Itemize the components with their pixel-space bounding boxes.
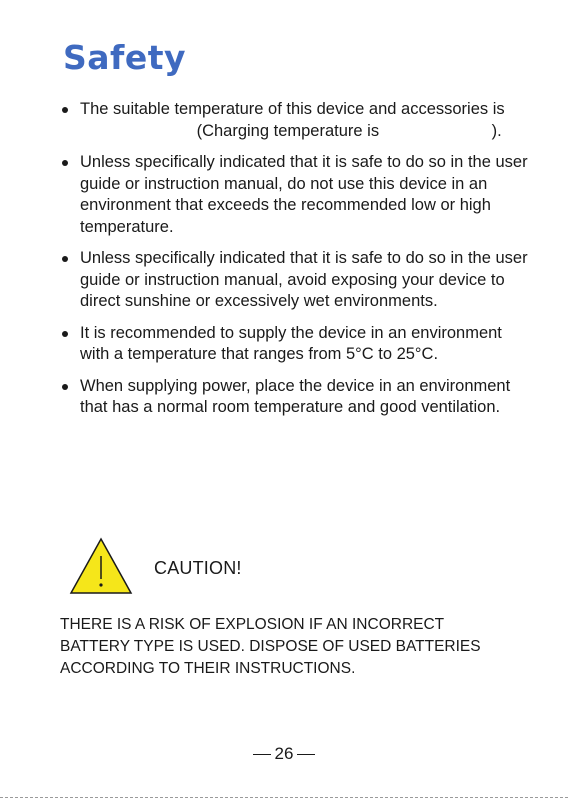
bullet-item-ventilation bbox=[58, 376, 528, 419]
bullet-text: Unless specifically indicated that it is safe to do so in the user guide or instruction manual, avoid exposing your device to direct sunshine or excessively wet environments. bbox=[80, 249, 528, 310]
footer-dash bbox=[253, 754, 271, 755]
bullet-text: It is recommended to supply the device in an environment with a temperature that ranges from 5°C to 25°C. bbox=[80, 323, 502, 363]
safety-bullet-list bbox=[58, 99, 528, 429]
bullet-text: When supplying power, place the device in an environment that has a normal room temperature and good ventilation. bbox=[80, 376, 511, 416]
caution-block bbox=[68, 536, 468, 596]
bullet-item-temperature bbox=[58, 99, 528, 142]
bullet-dot bbox=[62, 331, 68, 337]
bullet-item-supply-temperature bbox=[58, 323, 528, 366]
bullet-dot bbox=[62, 107, 68, 113]
bullet-dot bbox=[62, 160, 68, 166]
footer-dash bbox=[297, 754, 315, 755]
page-title: Safety bbox=[63, 38, 187, 77]
bullet-text-part: ). bbox=[491, 121, 502, 140]
bullet-dot bbox=[62, 256, 68, 262]
bottom-divider bbox=[0, 797, 568, 798]
caution-label: CAUTION! bbox=[154, 558, 242, 578]
bullet-text: Unless specifically indicated that it is safe to do so in the user guide or instruction manual, do not use this device in an environment that exceeds the recommended low or high temperature. bbox=[80, 153, 528, 236]
explosion-warning-text: THERE IS A RISK OF EXPLOSION IF AN INCORRECT BATTERY TYPE IS USED. DISPOSE OF USED BATTERIES ACCORDING TO THEIR INSTRUCTIONS. bbox=[60, 616, 481, 677]
bullet-text-part: The suitable temperature of this device and accessories is bbox=[80, 100, 505, 118]
bullet-item-recommended-temperature bbox=[58, 152, 528, 238]
bullet-dot bbox=[62, 384, 68, 390]
warning-triangle-icon bbox=[68, 536, 134, 596]
page-footer bbox=[0, 744, 568, 764]
page-number: 26 bbox=[274, 744, 294, 763]
bullet-item-sunshine bbox=[58, 248, 528, 313]
bullet-text-part: (Charging temperature is bbox=[192, 121, 384, 140]
